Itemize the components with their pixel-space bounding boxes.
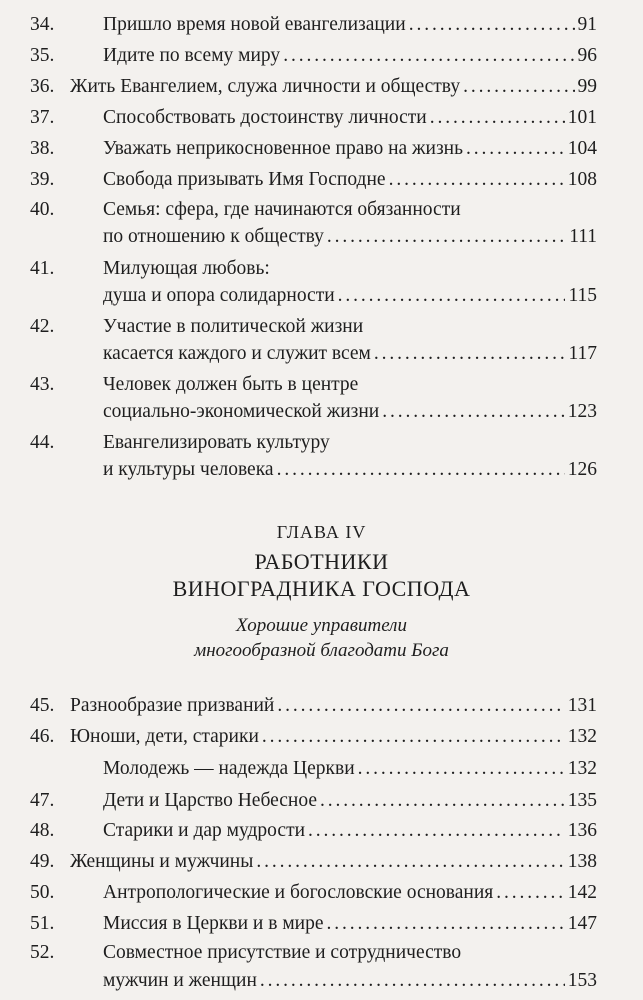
entry-page: 104 — [567, 138, 597, 159]
entry-number: 42. — [30, 316, 55, 337]
entry-number: 48. — [30, 820, 55, 841]
toc-entry-41 — [0, 256, 643, 310]
leader-dots — [463, 74, 574, 100]
toc-entry-50 — [0, 880, 643, 906]
entry-title: Молодежь — надежда Церкви — [103, 758, 355, 779]
entry-line — [103, 105, 597, 131]
entry-title: Разнообразие призваний — [70, 695, 275, 716]
entry-title: Идите по всему миру — [103, 45, 281, 66]
entry-page: 131 — [567, 695, 597, 716]
entry-title: Дети и Царство Небесное — [103, 790, 317, 811]
entry-title-line2: социально-экономической жизни — [103, 401, 380, 422]
toc-entry-51 — [0, 911, 643, 937]
leader-dots — [320, 788, 565, 814]
chapter-title-line2: ВИНОГРАДНИКА ГОСПОДА — [172, 576, 471, 601]
entry-number: 52. — [30, 942, 55, 963]
entry-page: 142 — [567, 882, 597, 903]
leader-dots — [358, 756, 565, 782]
entry-line — [103, 283, 597, 309]
entry-line — [103, 43, 597, 69]
chapter-subtitle-line2: многообразной благодати Бога — [194, 640, 449, 661]
toc-entry-34 — [0, 12, 643, 38]
entry-number: 50. — [30, 882, 55, 903]
toc-entry-49 — [0, 849, 643, 875]
entry-page: 123 — [567, 401, 597, 422]
entry-number: 51. — [30, 913, 55, 934]
entry-line — [70, 724, 597, 750]
entry-title-line2: по отношению к обществу — [103, 226, 324, 247]
entry-page: 132 — [567, 758, 597, 779]
entry-page: 111 — [569, 226, 597, 247]
entry-title-line1: Милующая любовь: — [103, 258, 270, 279]
chapter-subtitle-line1: Хорошие управители — [236, 615, 407, 636]
entry-number: 46. — [30, 726, 55, 747]
leader-dots — [430, 105, 565, 131]
entry-line — [103, 788, 597, 814]
leader-dots — [338, 283, 566, 309]
toc-entry-46-sub — [0, 756, 643, 782]
entry-page: 99 — [577, 76, 597, 97]
toc-entry-38 — [0, 136, 643, 162]
entry-title: Антропологические и богословские основания — [103, 882, 494, 903]
entry-title-line1: Семья: сфера, где начинаются обязанности — [103, 199, 461, 220]
leader-dots — [277, 457, 565, 483]
entry-line — [70, 693, 597, 719]
entry-title-line1: Человек должен быть в центре — [103, 374, 359, 395]
entry-page: 138 — [567, 851, 597, 872]
toc-entry-48 — [0, 818, 643, 844]
entry-page: 91 — [577, 14, 597, 35]
leader-dots — [389, 167, 565, 193]
entry-line — [103, 341, 597, 367]
entry-number: 38. — [30, 138, 55, 159]
entry-number: 45. — [30, 695, 55, 716]
entry-page: 147 — [567, 913, 597, 934]
entry-line — [103, 968, 597, 994]
entry-line — [103, 224, 597, 250]
toc-entry-46 — [0, 724, 643, 750]
entry-title: Способствовать достоинству личности — [103, 107, 427, 128]
entry-page: 101 — [567, 107, 597, 128]
leader-dots — [283, 43, 574, 69]
entry-title: Миссия в Церкви и в мире — [103, 913, 324, 934]
leader-dots — [256, 849, 564, 875]
leader-dots — [262, 724, 565, 750]
entry-title: Женщины и мужчины — [70, 851, 254, 872]
entry-number: 41. — [30, 258, 55, 279]
leader-dots — [466, 136, 565, 162]
leader-dots — [409, 12, 575, 38]
leader-dots — [496, 880, 565, 906]
entry-number: 39. — [30, 169, 55, 190]
toc-entry-39 — [0, 167, 643, 193]
entry-page: 126 — [567, 459, 597, 480]
entry-page: 132 — [567, 726, 597, 747]
leader-dots — [308, 818, 565, 844]
toc-entry-40 — [0, 197, 643, 251]
entry-number: 47. — [30, 790, 55, 811]
toc-entry-45 — [0, 693, 643, 719]
toc-entry-52 — [0, 940, 643, 994]
entry-line — [103, 818, 597, 844]
toc-entry-36 — [0, 74, 643, 100]
entry-title-line2: и культуры человека — [103, 459, 274, 480]
entry-line — [103, 880, 597, 906]
entry-number: 49. — [30, 851, 55, 872]
chapter-label: ГЛАВА IV — [276, 522, 367, 542]
entry-title-line1: Совместное присутствие и сотрудничество — [103, 942, 462, 963]
entry-title: Жить Евангелием, служа личности и обществу — [70, 76, 461, 97]
entry-page: 96 — [577, 45, 597, 66]
toc-entry-37 — [0, 105, 643, 131]
entry-line — [70, 849, 597, 875]
entry-number: 36. — [30, 76, 55, 97]
entry-page: 136 — [567, 820, 597, 841]
toc-entry-42 — [0, 314, 643, 368]
toc-entry-44 — [0, 430, 643, 484]
chapter-title — [0, 548, 643, 602]
entry-title: Свобода призывать Имя Господне — [103, 169, 386, 190]
entry-title: Уважать неприкосновенное право на жизнь — [103, 138, 463, 159]
entry-line — [103, 12, 597, 38]
entry-line — [103, 911, 597, 937]
chapter-title-line1: РАБОТНИКИ — [254, 549, 389, 574]
entry-number: 34. — [30, 14, 55, 35]
entry-title-line2: душа и опора солидарности — [103, 285, 335, 306]
entry-title-line2: касается каждого и служит всем — [103, 343, 371, 364]
entry-number: 37. — [30, 107, 55, 128]
entry-title: Пришло время новой евангелизации — [103, 14, 406, 35]
entry-title-line1: Евангелизировать культуру — [103, 432, 330, 453]
entry-title: Старики и дар мудрости — [103, 820, 306, 841]
leader-dots — [374, 341, 566, 367]
entry-number: 40. — [30, 199, 55, 220]
leader-dots — [382, 399, 565, 425]
leader-dots — [277, 693, 564, 719]
entry-title-line1: Участие в политической жизни — [103, 316, 364, 337]
entry-line — [103, 457, 597, 483]
toc-entry-47 — [0, 788, 643, 814]
entry-page: 117 — [568, 343, 597, 364]
entry-line — [103, 136, 597, 162]
entry-page: 115 — [568, 285, 597, 306]
entry-page: 135 — [567, 790, 597, 811]
leader-dots — [327, 224, 566, 250]
toc-entry-43 — [0, 372, 643, 426]
entry-title: Юноши, дети, старики — [70, 726, 259, 747]
entry-line — [70, 74, 597, 100]
entry-number: 35. — [30, 45, 55, 66]
entry-number: 44. — [30, 432, 55, 453]
leader-dots — [260, 968, 565, 994]
toc-entry-35 — [0, 43, 643, 69]
entry-page: 108 — [567, 169, 597, 190]
entry-line — [103, 167, 597, 193]
entry-page: 153 — [567, 970, 597, 991]
leader-dots — [327, 911, 565, 937]
entry-line — [103, 756, 597, 782]
entry-title-line2: мужчин и женщин — [103, 970, 257, 991]
entry-number: 43. — [30, 374, 55, 395]
entry-line — [103, 399, 597, 425]
chapter-subtitle — [0, 613, 643, 663]
